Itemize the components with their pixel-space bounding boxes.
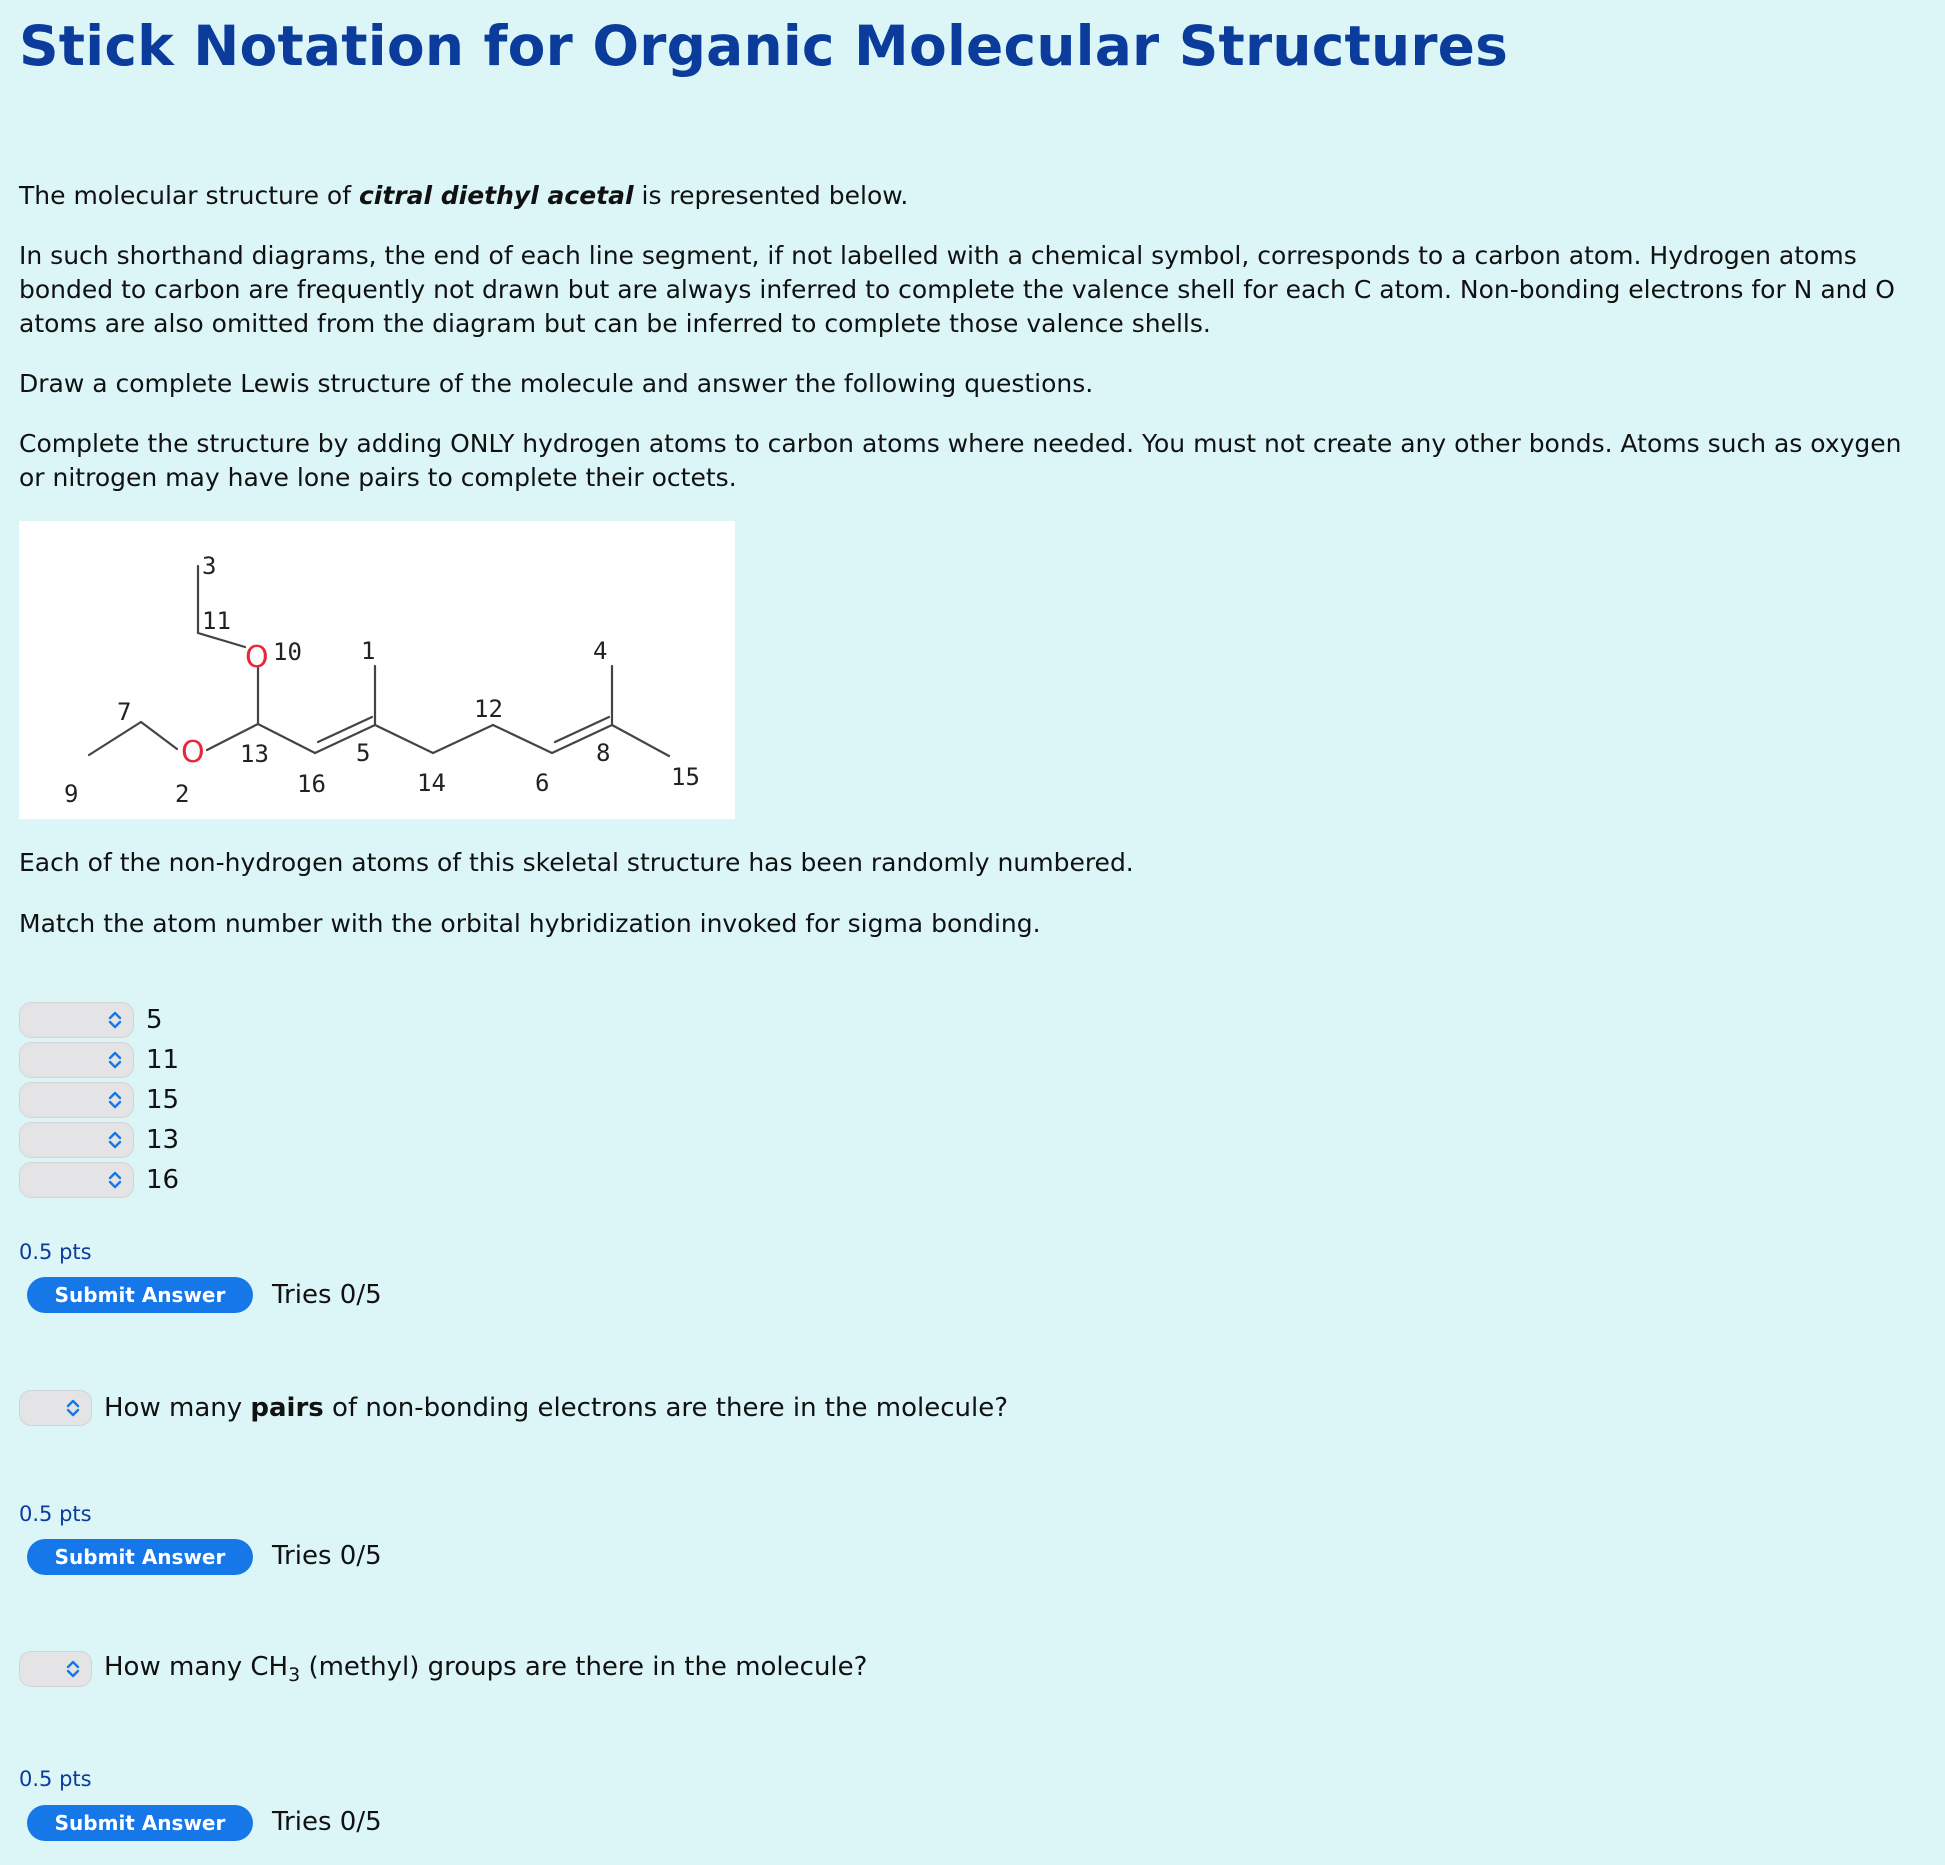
hybridization-select-atom-13[interactable] xyxy=(19,1122,134,1158)
question-3-text-start: How many CH xyxy=(104,1651,289,1682)
question-2-emphasis: pairs xyxy=(250,1393,324,1423)
intro-paragraph-3: Draw a complete Lewis structure of the molecule and answer the following questions. xyxy=(19,369,1094,398)
atom-label: 15 xyxy=(671,763,700,791)
hybridization-select-atom-15[interactable] xyxy=(19,1082,134,1118)
atom-number-label: 16 xyxy=(146,1165,180,1195)
matching-instruction: Match the atom number with the orbital hybridization invoked for sigma bonding. xyxy=(19,909,1041,938)
hybridization-select-atom-16[interactable] xyxy=(19,1162,134,1198)
submit-answer-button-3[interactable]: Submit Answer xyxy=(27,1805,253,1841)
atom-number-labels xyxy=(64,552,700,808)
atom-label: 5 xyxy=(356,739,371,767)
atom-label: 7 xyxy=(117,698,132,726)
tries-counter-2: Tries 0/5 xyxy=(272,1541,382,1571)
question-3-text xyxy=(104,1652,867,1686)
atom-label: 10 xyxy=(273,638,302,666)
atom-label: 13 xyxy=(240,740,269,768)
nonbonding-pairs-select[interactable] xyxy=(19,1390,92,1426)
atom-number-label: 13 xyxy=(146,1125,180,1155)
chevron-up-down-icon xyxy=(63,1398,83,1418)
hybridization-select-atom-5[interactable] xyxy=(19,1002,134,1038)
chevron-up-down-icon xyxy=(105,1050,125,1070)
methyl-groups-select[interactable] xyxy=(19,1651,92,1687)
match-row-atom-16 xyxy=(19,1162,179,1198)
chevron-up-down-icon xyxy=(63,1659,83,1679)
submit-answer-button-1[interactable]: Submit Answer xyxy=(27,1277,253,1313)
atom-label: 11 xyxy=(202,607,231,635)
intro-paragraph-2: In such shorthand diagrams, the end of each line segment, if not labelled with a chemical symbol, corresponds to a carbon atom. Hydrogen atoms bonded to carbon are frequently not drawn but are always inferred to complete the valence shell for each C atom. Non-bonding electrons for N and O atoms are also omitted from the diagram but can be inferred to complete those valence shells. xyxy=(19,241,1895,338)
atom-label: 8 xyxy=(596,739,611,767)
question-2-text-start: How many xyxy=(104,1393,251,1423)
chevron-up-down-icon xyxy=(105,1010,125,1030)
intro-paragraph-4: Complete the structure by adding ONLY hydrogen atoms to carbon atoms where needed. You must not create any other bonds. Atoms such as oxygen or nitrogen may have lone pairs to complete their octets. xyxy=(19,429,1902,492)
atom-label: 12 xyxy=(474,695,503,723)
page-title: Stick Notation for Organic Molecular Structures xyxy=(19,14,1509,78)
question-3-text-end: (methyl) groups are there in the molecule? xyxy=(300,1651,868,1682)
oxygen-atom-10: O xyxy=(245,640,269,675)
intro-paragraph-1 xyxy=(19,179,908,213)
chevron-up-down-icon xyxy=(105,1090,125,1110)
atom-label: 3 xyxy=(202,552,217,580)
chevron-up-down-icon xyxy=(105,1170,125,1190)
atom-label: 9 xyxy=(64,780,79,808)
intro-text-end: is represented below. xyxy=(633,181,909,210)
atom-label: 4 xyxy=(593,637,608,665)
compound-name: citral diethyl acetal xyxy=(358,181,634,210)
submit-answer-button-2[interactable]: Submit Answer xyxy=(27,1539,253,1575)
question-3-points: 0.5 pts xyxy=(19,1767,92,1791)
numbering-note: Each of the non-hydrogen atoms of this skeletal structure has been randomly numbered. xyxy=(19,848,1134,877)
atom-number-label: 15 xyxy=(146,1085,180,1115)
atom-number-label: 5 xyxy=(146,1005,163,1035)
hybridization-select-atom-11[interactable] xyxy=(19,1042,134,1078)
atom-label: 16 xyxy=(297,770,326,798)
atom-label: 1 xyxy=(361,637,376,665)
subscript-3: 3 xyxy=(288,1664,301,1687)
molecule-structure-image xyxy=(19,521,735,819)
skeletal-structure-diagram xyxy=(19,521,735,819)
match-row-atom-11 xyxy=(19,1042,179,1078)
match-row-atom-15 xyxy=(19,1082,179,1118)
atom-number-label: 11 xyxy=(146,1045,180,1075)
atom-label: 6 xyxy=(535,769,550,797)
atom-label: 14 xyxy=(417,769,446,797)
match-row-atom-13 xyxy=(19,1122,179,1158)
atom-label: 2 xyxy=(175,780,190,808)
tries-counter-1: Tries 0/5 xyxy=(272,1280,382,1310)
question-2-text xyxy=(104,1393,1008,1423)
bond-lines xyxy=(89,566,669,756)
tries-counter-3: Tries 0/5 xyxy=(272,1807,382,1837)
oxygen-atom-2: O xyxy=(181,735,205,770)
chevron-up-down-icon xyxy=(105,1130,125,1150)
question-2-points: 0.5 pts xyxy=(19,1502,92,1526)
question-3-row xyxy=(19,1650,867,1688)
question-2-row xyxy=(19,1389,1008,1427)
intro-text-start: The molecular structure of xyxy=(19,181,359,210)
question-1-points: 0.5 pts xyxy=(19,1240,92,1264)
match-row-atom-5 xyxy=(19,1002,163,1038)
question-2-text-end: of non-bonding electrons are there in the molecule? xyxy=(323,1393,1008,1423)
